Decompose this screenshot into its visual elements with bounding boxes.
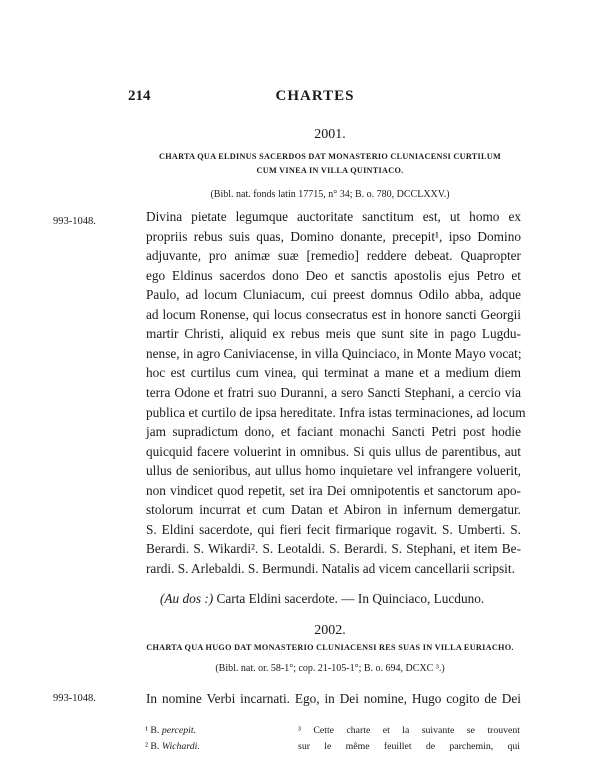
body-line: Berardi. S. Wikardi². S. Leotaldi. S. Berardi. S. Stephani, et item Be- <box>146 541 521 557</box>
body-line: S. Eldini sacerdote, qui fieri fecit firmarique rogavit. S. Umberti. S. <box>146 521 521 537</box>
charter-rubric-line: CHARTA QUA ELDINUS SACERDOS DAT MONASTERIO CLUNIACENSI CURTILUM <box>158 152 501 161</box>
body-line: ullus de senioribus, aut ullus homo inquietare vel infrangere voluerit, <box>146 463 521 479</box>
body-line: ad locum Ronense, qui locus consecratus est in honore sancti Georgii <box>146 306 521 322</box>
body-line: rardi. S. Arlebaldi. S. Bermundi. Natalis ad vicem cancellarii scripsit. <box>146 560 515 576</box>
endorsement-label: (Au dos :) <box>160 591 214 606</box>
footnote <box>145 740 295 753</box>
charter-number: 2002. <box>314 623 346 638</box>
body-line: terra Odone et fratri suo Duranni, a sero Sancti Stephani, a cercio via <box>146 384 521 400</box>
charter-source: (Bibl. nat. or. 58-1°; cop. 21-105-1°; B. o. 694, DCXC ³.) <box>215 663 445 674</box>
body-line: nense, in agro Caniviacense, in villa Quinciaco, in Monte Mayo vocat; <box>146 345 522 361</box>
footnote-text: Wichardi. <box>161 741 200 752</box>
body-line: stolorum incurrat et cum Datan et Abiron in infernum demergatur. <box>146 502 521 518</box>
body-line: Paulo, ad locum Cluniacum, cui preest domnus Odilo abba, adque <box>146 287 521 303</box>
running-title: CHARTES <box>275 88 355 104</box>
body-line: non vindicet quod repetit, set ira Dei omnipotentis et sanctorum apo- <box>146 482 521 498</box>
body-line: Divina pietate legumque auctoritate sanctitum est, ut homo ex <box>146 209 521 224</box>
margin-date: 993-1048. <box>53 216 96 227</box>
charter-number: 2001. <box>314 127 346 142</box>
endorsement-line <box>160 590 520 608</box>
page-number: 214 <box>128 88 151 104</box>
footnote-text: percepit. <box>161 725 197 736</box>
body-line: propriis rebus suis quas, Domino donante, precepit¹, ipso Domino <box>146 228 521 244</box>
body-line: martir Christi, aliquid ex rebus meis que sunt site in pago Lugdu- <box>146 326 521 342</box>
footnote <box>145 724 295 737</box>
body-line: publica et curtilo de ipsa hereditate. Infra istas terminaciones, ad locum <box>146 404 526 420</box>
body-line: ego Eldinus sacerdos dono Deo et sanctis apostolis ejus Petro et <box>146 267 521 283</box>
body-line: quicquid facere voluerint in omnibus. Si quis ullus de parentibus, aut <box>146 443 521 459</box>
footnote: ³ Cette charte et la suivante se trouvent <box>298 725 520 736</box>
footnote: sur le même feuillet de parchemin, qui <box>298 741 520 752</box>
footnote-mark: ¹ B. <box>145 725 160 736</box>
charter-rubric-line: CUM VINEA IN VILLA QUINTIACO. <box>256 166 404 175</box>
body-line: adjuvante, pro animæ suæ [remedio] reddere debeat. Quapropter <box>146 248 521 264</box>
charter-source: (Bibl. nat. fonds latin 17715, n° 34; B. o. 780, DCCLXXV.) <box>210 189 450 200</box>
body-line: hoc est curtilus cum vinea, qui terminat a mane et a medium diem <box>146 365 521 381</box>
body-line: jam supradictum dono, et faciant monachi Sancti Petri post hodie <box>146 424 521 440</box>
body-line: In nomine Verbi incarnati. Ego, in Dei nomine, Hugo cogito de Dei <box>146 691 521 706</box>
charter-rubric-line: CHARTA QUA HUGO DAT MONASTERIO CLUNIACENSI RES SUAS IN VILLA EURIACHO. <box>146 643 514 652</box>
endorsement-text: Carta Eldini sacerdote. — In Quinciaco, Lucduno. <box>216 591 485 606</box>
footnote-mark: ² B. <box>145 741 160 752</box>
margin-date: 993-1048. <box>53 693 96 704</box>
